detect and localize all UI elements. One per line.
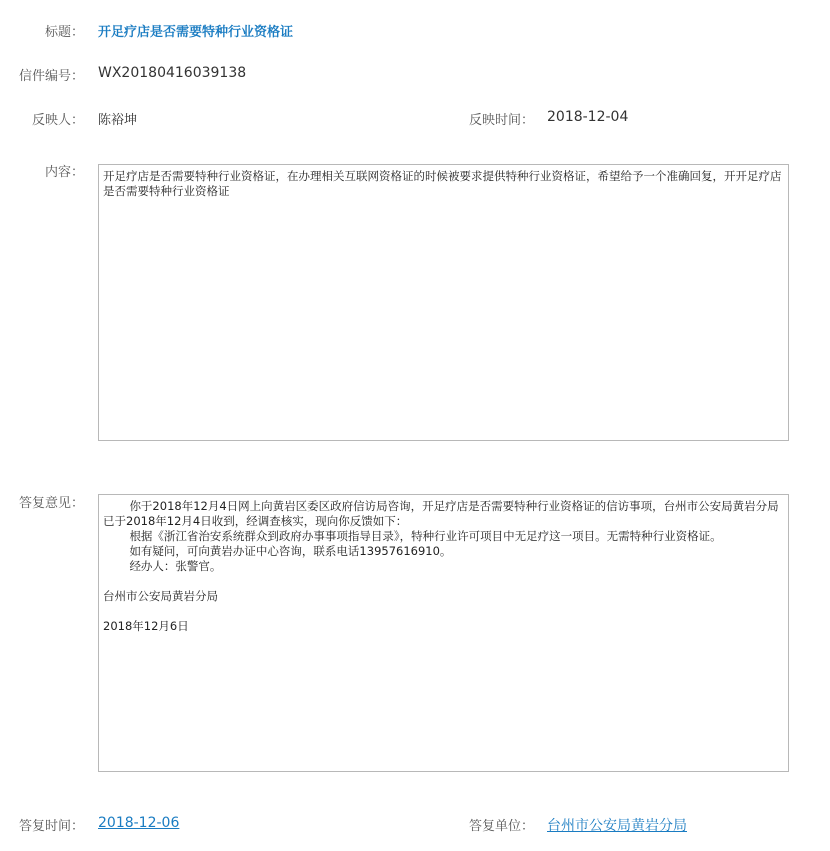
reply-box[interactable]: [98, 494, 789, 772]
content-text: 开足疗店是否需要特种行业资格证，在办理相关互联网资格证的时候被要求提供特种行业资格证，希望给予一个准确回复，开开足疗店是否需要特种行业资格证: [103, 169, 782, 198]
content-box[interactable]: [98, 164, 789, 441]
reply-time-label: 答复时间：: [18, 819, 84, 834]
reply-handler: 经办人：张警官。: [129, 559, 222, 573]
report-time-value: 2018-12-04: [547, 109, 629, 125]
reply-spacer: [103, 574, 784, 589]
reply-unit-label: 答复单位：: [468, 819, 534, 834]
letter-no-value: WX20180416039138: [98, 65, 247, 81]
report-time-label: 反映时间：: [468, 113, 534, 128]
reply-time-link[interactable]: 2018-12-06: [98, 815, 180, 831]
reply-label: 答复意见：: [18, 496, 84, 511]
reply-date: 2018年12月6日: [103, 619, 189, 633]
letter-no-label: 信件编号：: [18, 69, 84, 84]
reporter-value: 陈裕坤: [98, 113, 138, 128]
reply-paragraph-3: 如有疑问，可向黄岩办证中心咨询，联系电话13957616910。: [129, 544, 452, 558]
content-label: 内容：: [44, 165, 84, 180]
title-label: 标题：: [44, 25, 84, 40]
reply-spacer: [103, 604, 784, 619]
reply-signature: 台州市公安局黄岩分局: [103, 589, 218, 603]
reply-paragraph-2: 根据《浙江省治安系统群众到政府办事事项指导目录》，特种行业许可项目中无足疗这一项目。无需特种行业资格证。: [129, 529, 722, 543]
reporter-label: 反映人：: [31, 113, 84, 128]
reply-paragraph-1: 你于2018年12月4日网上向黄岩区委区政府信访局咨询，开足疗店是否需要特种行业资格证的信访事项，台州市公安局黄岩分局已于2018年12月4日收到，经调查核实，现向你反馈如下：: [103, 499, 779, 528]
title-value: 开足疗店是否需要特种行业资格证: [98, 25, 294, 40]
reply-unit-link[interactable]: 台州市公安局黄岩分局: [547, 818, 687, 834]
